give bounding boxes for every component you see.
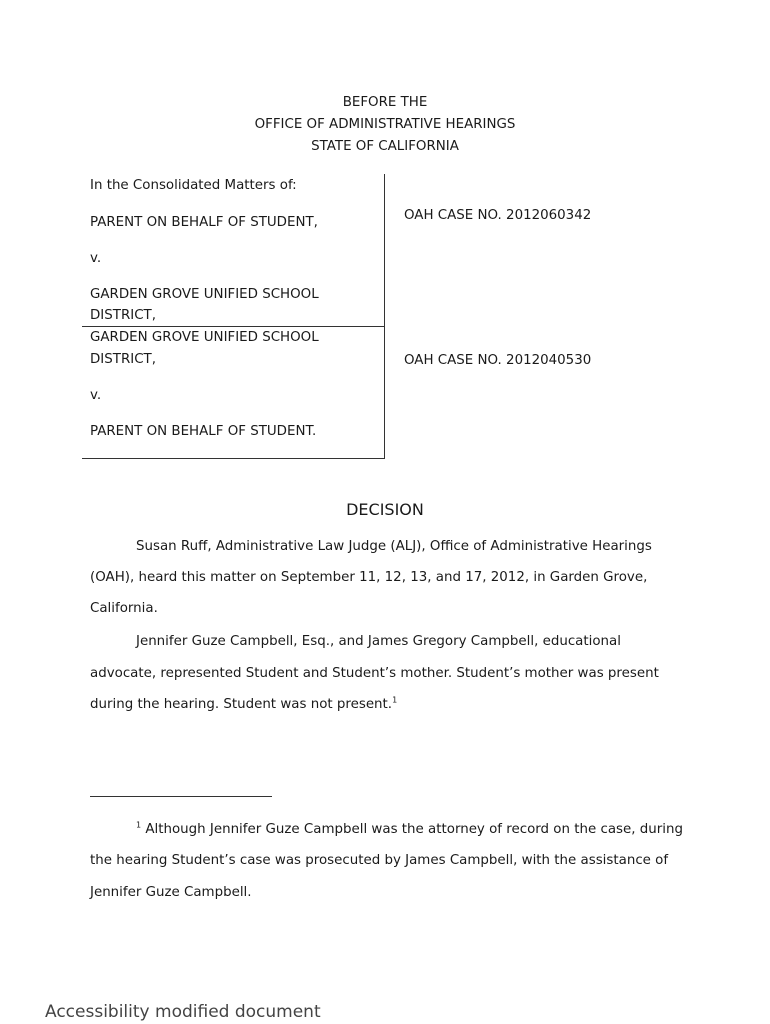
matter2-party1-line1: GARDEN GROVE UNIFIED SCHOOL <box>90 330 319 345</box>
paragraph-1-line: (OAH), heard this matter on September 11, 12, 13, and 17, 2012, in Garden Grove, <box>90 570 648 585</box>
matter1-party1: PARENT ON BEHALF OF STUDENT, <box>90 215 318 230</box>
paragraph-2-text: during the hearing. Student was not present. <box>90 697 393 712</box>
footnote-line <box>136 822 683 837</box>
matter2-party1-line2: DISTRICT, <box>90 352 156 367</box>
footnote-line: Jennifer Guze Campbell. <box>90 885 252 900</box>
paragraph-2-line: advocate, represented Student and Student’s mother. Student’s mother was present <box>90 666 659 681</box>
matter1-party2-line1: GARDEN GROVE UNIFIED SCHOOL <box>90 287 319 302</box>
caption-intro: In the Consolidated Matters of: <box>90 178 297 193</box>
caption-vertical-rule <box>384 174 385 459</box>
decision-title: DECISION <box>346 500 424 519</box>
matter2-case-number: OAH CASE NO. 2012040530 <box>404 353 592 368</box>
accessibility-label: Accessibility modified document <box>45 1002 321 1022</box>
matter2-party2: PARENT ON BEHALF OF STUDENT. <box>90 424 317 439</box>
footnote-text: Although Jennifer Guze Campbell was the attorney of record on the case, during <box>145 822 683 837</box>
matter1-case-number: OAH CASE NO. 2012060342 <box>404 208 592 223</box>
footnote-reference[interactable]: 1 <box>392 695 398 705</box>
matter2-versus: v. <box>90 388 102 403</box>
paragraph-2-line-last <box>90 697 397 712</box>
matter1-party2-line2: DISTRICT, <box>90 308 156 323</box>
paragraph-1-line: Susan Ruff, Administrative Law Judge (ALJ), Office of Administrative Hearings <box>136 539 652 554</box>
heading-office: OFFICE OF ADMINISTRATIVE HEARINGS <box>254 117 516 132</box>
paragraph-2-line: Jennifer Guze Campbell, Esq., and James Gregory Campbell, educational <box>136 634 621 649</box>
footnote-separator <box>90 796 272 797</box>
paragraph-1-line: California. <box>90 601 158 616</box>
caption-bottom-rule <box>82 458 385 459</box>
heading-before-the: BEFORE THE <box>342 95 428 110</box>
heading-state: STATE OF CALIFORNIA <box>311 139 459 154</box>
footnote-marker: 1 <box>136 820 142 830</box>
footnote-line: the hearing Student’s case was prosecuted by James Campbell, with the assistance of <box>90 853 669 868</box>
caption-divider-rule <box>82 326 385 327</box>
matter1-versus: v. <box>90 251 102 266</box>
